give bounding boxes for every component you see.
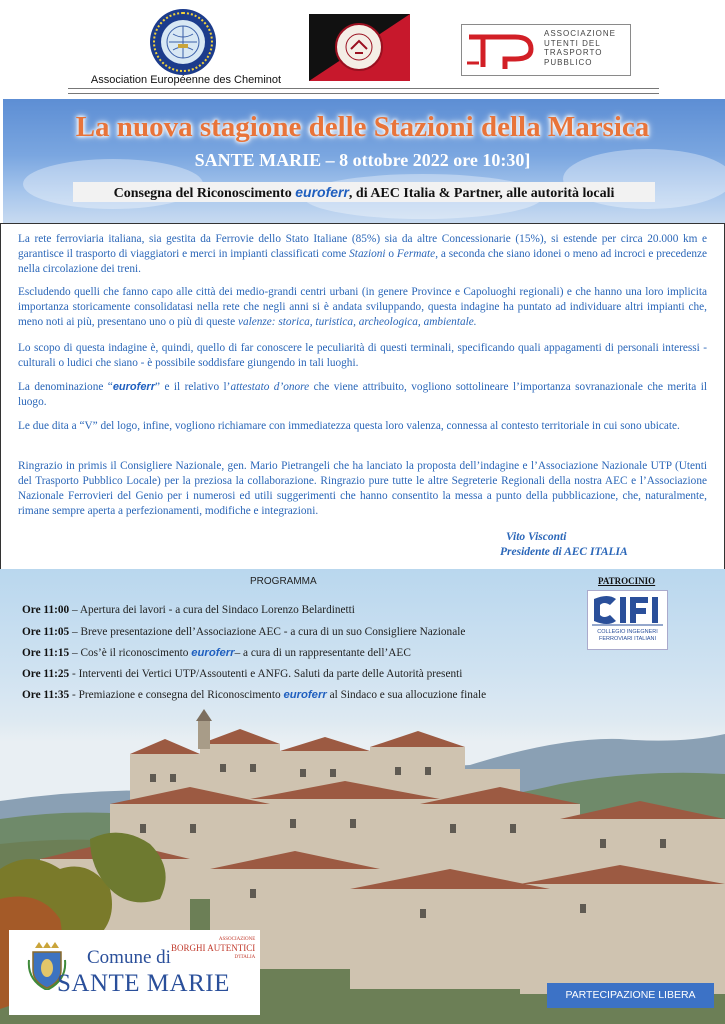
utp-logo <box>461 24 631 76</box>
cifi-logo <box>587 590 668 650</box>
anfg-logo <box>309 14 410 81</box>
patronage-label: PATROCINIO <box>598 576 656 586</box>
aec-logo <box>150 9 216 75</box>
event-date: SANTE MARIE – 8 ottobre 2022 ore 10:30] <box>194 150 531 170</box>
euroferr-brand: euroferr <box>295 184 349 200</box>
cifi-mark-icon <box>588 591 667 629</box>
program-item: Ore 11:15 – Cos’è il riconoscimento euroferr– a cura di un rappresentante dell’AEC <box>22 647 411 659</box>
utp-name: ASSOCIAZIONE UTENTI DEL TRASPORTO PUBBLICO <box>544 29 617 67</box>
cifi-caption: COLLEGIO INGEGNERI FERROVIARI ITALIANI <box>597 629 658 642</box>
program-item: Ore 11:25 - Interventi dei Vertici UTP/Assoutenti e ANFG. Saluti da parte delle Autorità presenti <box>22 668 463 680</box>
euroferr-brand: euroferr <box>283 689 327 701</box>
intro-paragraph-6: Ringrazio in primis il Consigliere Nazionale, gen. Mario Pietrangeli che ha lanciato la proposta dell’indagine e l’Associazione Nazionale UTP (Utenti del Trasporto Pubblico Locale) per la preziosa la collaborazione. Ringrazio pure tutte le altre Segreterie Regionali della nostra AEC e l’Associazione Nazionale Ferrovieri del Genio per i numerosi ed utili suggerimenti che hanno consentito la messa a punto della pubblicazione, che, naturalmente, rimane sempre aperta a perfezionamenti, modifiche e integrazioni. <box>18 460 707 517</box>
intro-paragraph-5: Le due dita a “V” del logo, infine, vogliono richiamare con immediatezza questa loro valenza, connessa al contesto territoriale in cui sono ubicate. <box>18 420 680 432</box>
intro-paragraph-4: La denominazione “euroferr” e il relativo l’attestato d’onore che viene attribuito, vogliono sottolineare l’importanza sovranazionale che merita il luogo. <box>18 381 708 408</box>
award-strip: Consegna del Riconoscimento euroferr, di AEC Italia & Partner, alle autorità locali <box>73 182 655 202</box>
program-title: PROGRAMMA <box>250 576 317 587</box>
free-participation-badge: PARTECIPAZIONE LIBERA <box>547 983 714 1008</box>
comune-label: Comune di <box>87 947 171 968</box>
utp-mark-icon <box>465 29 539 71</box>
signature <box>500 530 628 560</box>
program-item: Ore 11:05 – Breve presentazione dell’Associazione AEC - a cura di un suo Consigliere Nazionale <box>22 626 466 638</box>
program-item: Ore 11:00 – Apertura dei lavori - a cura del Sindaco Lorenzo Belardinetti <box>22 604 355 616</box>
globe-icon <box>161 20 205 64</box>
divider <box>68 93 659 94</box>
divider <box>68 88 659 89</box>
euroferr-brand: euroferr <box>191 647 235 659</box>
borghi-autentici-label: ASSOCIAZIONE BORGHI AUTENTICI D'ITALIA <box>171 937 256 960</box>
signature-role: Presidente di AEC ITALIA <box>500 546 628 558</box>
signature-name: Vito Visconti <box>506 531 567 543</box>
intro-paragraph-2: Escludendo quelli che fanno capo alle città dei medio-grandi centri urbani (in genere Province e Capoluoghi regionali) e che hanno una loro implicita importanza storicamente consolidatasi nella rete che negli anni si è andata sviluppando, questa indagine ha puntato ad individuare altri impianti che, meno noti ai più, presentano uno o più di queste valenze: storica, turistica, archeologica, ambientale. <box>18 286 707 328</box>
euroferr-brand: euroferr <box>112 381 155 393</box>
aec-caption: Association Européenne des Cheminot <box>90 74 282 86</box>
intro-paragraph-1: La rete ferroviaria italiana, sia gestita da Ferrovie dello Stato Italiane (85%) sia da altre Concessionarie (15%), si estende per circa 20.000 km e garantisce il trasporto di viaggiatori e merci in impianti classificati come Stazioni o Fermate, a seconda che siano idonei o meno ad incroci e precedenze nella circolazione dei treni. <box>18 233 708 275</box>
intro-paragraph-3: Lo scopo di questa indagine è, quindi, quello di far conoscere le peculiarità di questi terminali, specificando quali appagamenti di personali interessi - culturali o ludici che siano - è possibile soddisfare giungendo in tali luoghi. <box>18 342 707 369</box>
comune-name: SANTE MARIE <box>57 970 230 997</box>
comune-logo-box <box>9 930 260 1015</box>
page-title: La nuova stagione delle Stazioni della Marsica <box>75 111 650 143</box>
program-item: Ore 11:35 - Premiazione e consegna del Riconoscimento euroferr al Sindaco e sua allocuzione finale <box>22 689 487 701</box>
